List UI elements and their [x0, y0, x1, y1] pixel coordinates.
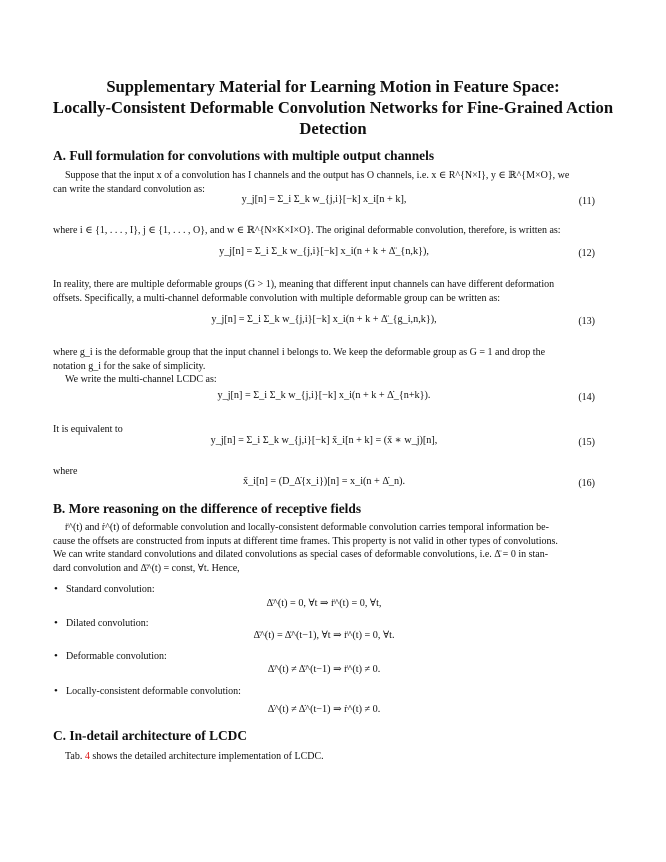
section-b-paragraph	[53, 521, 595, 575]
text-line: We can write standard convolutions and dilated convolutions as special cases of deformable convolutions, i.e. Δ̈ = 0 in stan-	[53, 549, 549, 560]
section-a-paragraph-3	[53, 278, 595, 305]
text-line: We write the multi-channel LCDC as:	[65, 374, 217, 385]
bullet-deformable-convolution: • Deformable convolution:	[66, 651, 167, 662]
title-line-1: Supplementary Material for Learning Motion in Feature Space:	[106, 77, 560, 96]
equation-number: (12)	[578, 248, 595, 259]
table-reference-link[interactable]: 4	[84, 751, 90, 762]
equation-body: y_j[n] = Σ_i Σ_k w_{j,i}[−k] x_i(n + k + Δ̈_{n,k}),	[219, 246, 429, 257]
equation-body: y_j[n] = Σ_i Σ_k w_{j,i}[−k] x_i(n + k + Δ̇_{n+k}).	[217, 390, 431, 401]
text-line: where	[53, 466, 78, 477]
tab-suffix: shows the detailed architecture implementation of LCDC.	[92, 751, 324, 762]
bullet-standard-convolution: • Standard convolution:	[66, 584, 155, 595]
equation-number: (13)	[578, 316, 595, 327]
equation-body: x̃_i[n] = (D_Δ̇{x_i})[n] = x_i(n + Δ̇_n).	[242, 476, 406, 487]
equation-body: y_j[n] = Σ_i Σ_k w_{j,i}[−k] x̃_i[n + k] = (x̃ ∗ w_j)[n],	[210, 435, 438, 446]
equation-16	[53, 474, 595, 500]
text-line: dard convolution and Δ̈^(t) = const, ∀t. Hence,	[53, 562, 240, 574]
equation-number: (11)	[578, 196, 595, 207]
section-a-paragraph-4	[53, 346, 595, 387]
bullet-dilated-convolution: • Dilated convolution:	[66, 618, 149, 629]
section-a-paragraph-2	[53, 224, 595, 238]
equation-number: (14)	[578, 392, 595, 403]
paper-title	[40, 76, 626, 139]
text-line: where g_i is the deformable group that the input channel i belongs to. We keep the deformable group as G = 1 and drop the	[53, 347, 546, 358]
section-c-heading: C. In-detail architecture of LCDC	[53, 728, 248, 743]
equation-11	[53, 192, 595, 218]
text-line: cause the offsets are constructed from inputs at different time frames. This property is not valid in other types of convolutions.	[53, 535, 558, 547]
equation-14	[53, 388, 595, 414]
equation-body: y_j[n] = Σ_i Σ_k w_{j,i}[−k] x_i(n + k + Δ̈_{g_i,n,k}),	[211, 314, 437, 325]
text-line	[53, 750, 595, 764]
bullet-lcdc: • Locally-consistent deformable convolution:	[66, 686, 241, 697]
bullet-equation-deformable: Δ̈^(t) ≠ Δ̈^(t−1) ⇒ r̈^(t) ≠ 0.	[267, 664, 381, 675]
text-line: where i ∈ {1, . . . , I}, j ∈ {1, . . . , O}, and w ∈ ℝ^{N×K×I×O}. The original deformable convolution, therefore, is written as:	[53, 225, 561, 236]
text-line: notation g_i for the sake of simplicity.	[53, 360, 206, 372]
bullet-equation-standard: Δ̈^(t) = 0, ∀t ⇒ r̈^(t) = 0, ∀t,	[266, 598, 382, 609]
text-line: r̈^(t) and ṙ^(t) of deformable convolution and locally-consistent deformable convolution carries temporal information be-	[65, 522, 549, 533]
bullet-equation-lcdc: Δ̇^(t) ≠ Δ̇^(t−1) ⇒ ṙ^(t) ≠ 0.	[267, 704, 381, 715]
text-line: can write the standard convolution as:	[53, 183, 205, 195]
text-line: It is equivalent to	[53, 424, 123, 435]
equation-number: (15)	[578, 437, 595, 448]
equation-15	[53, 433, 595, 459]
section-c-paragraph	[53, 750, 595, 764]
section-b-heading: B. More reasoning on the difference of receptive fields	[53, 501, 362, 516]
title-line-3: Detection	[299, 119, 367, 138]
section-a-heading: A. Full formulation for convolutions with multiple output channels	[53, 148, 435, 163]
equation-13	[53, 312, 595, 338]
equation-body: y_j[n] = Σ_i Σ_k w_{j,i}[−k] x_i[n + k],	[241, 194, 407, 205]
title-line-2: Locally-Consistent Deformable Convolution Networks for Fine-Grained Action	[52, 98, 614, 117]
bullet-equation-dilated: Δ̈^(t) = Δ̈^(t−1), ∀t ⇒ r̈^(t) = 0, ∀t.	[253, 630, 395, 641]
equation-12	[53, 244, 595, 270]
tab-prefix: Tab.	[65, 751, 83, 762]
text-line: offsets. Specifically, a multi-channel deformable convolution with multiple deformable group can be written as:	[53, 292, 501, 304]
text-line: Suppose that the input x of a convolution has I channels and the output has O channels, i.e. x ∈ R^{N×I}, y ∈ ℝ^{M×O}, we	[65, 170, 570, 181]
text-line: In reality, there are multiple deformable groups (G > 1), meaning that different input channels can have different deformation	[53, 279, 555, 290]
equation-number: (16)	[578, 478, 595, 489]
